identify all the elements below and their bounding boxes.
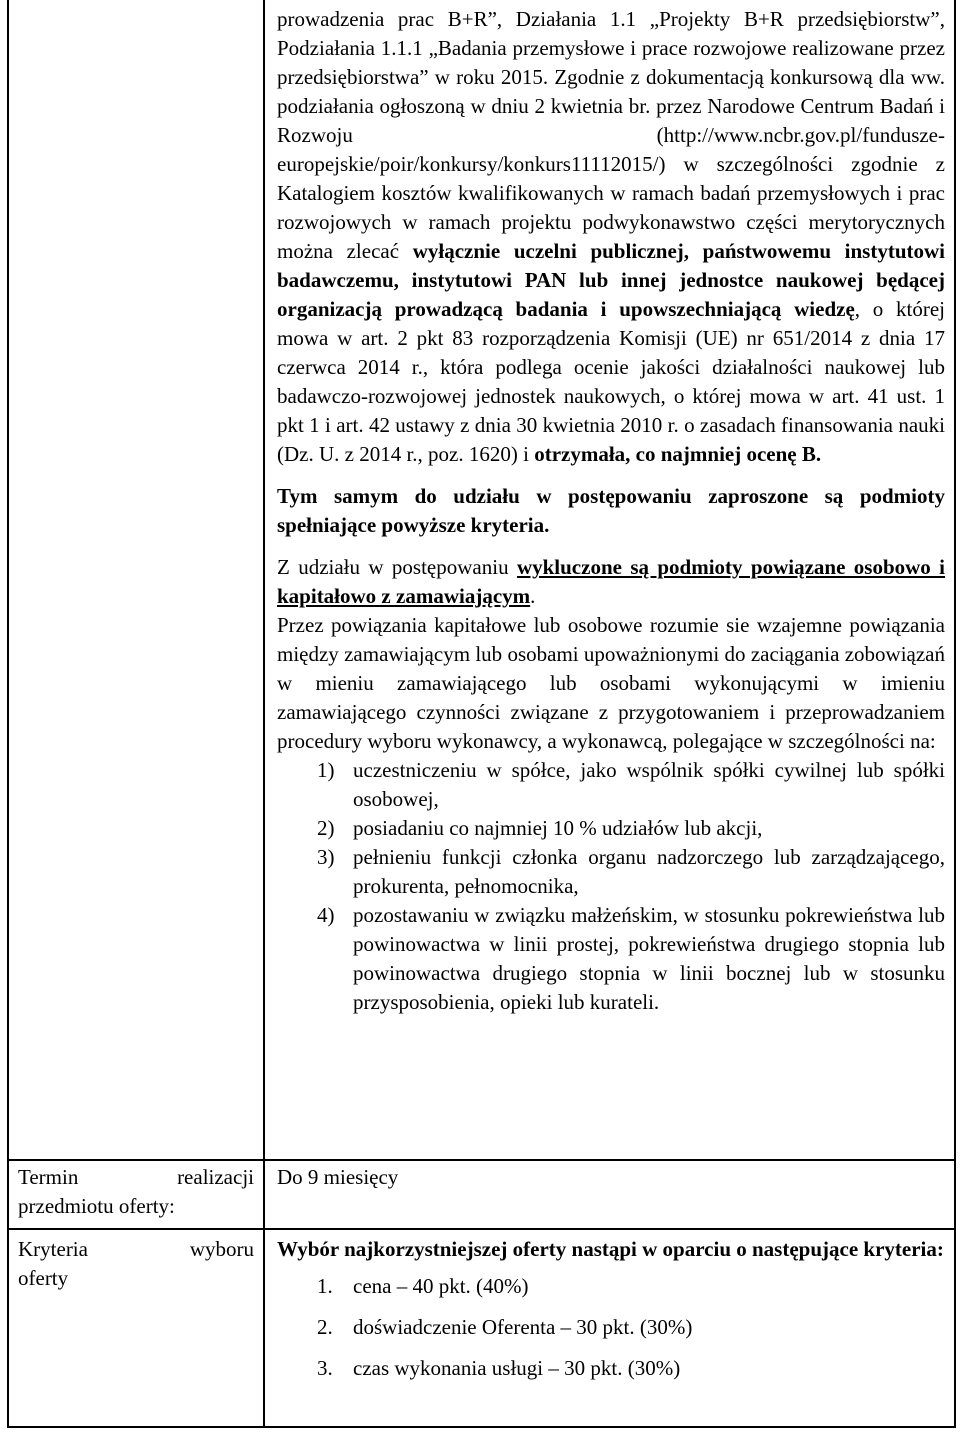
row-divider-termin bbox=[7, 1159, 956, 1161]
termin-label-line1 bbox=[18, 1163, 254, 1192]
exclusion-text-a: Z udziału w postępowaniu bbox=[277, 555, 517, 579]
list-item bbox=[317, 756, 945, 814]
admitted-entities-statement: Tym samym do udziału w postępowaniu zaproszone są podmioty spełniające powyższe kryteria. bbox=[277, 484, 945, 537]
list-item-text: pozostawaniu w związku małżeńskim, w stosunku pokrewieństwa lub powinowactwa w linii prostej, pokrewieństwa drugiego stopnia lub powinowactwa drugiego stopnia w linii bocznej lub w stosunku przysposobienia, opieki lub kurateli. bbox=[353, 903, 945, 1014]
criteria-item bbox=[317, 1272, 945, 1301]
criteria-item bbox=[317, 1313, 945, 1342]
criteria-item bbox=[317, 1354, 945, 1383]
termin-label-word1: Termin bbox=[18, 1165, 79, 1189]
table-right-border bbox=[954, 0, 956, 1428]
termin-label-word2: realizacji bbox=[177, 1165, 254, 1189]
kryteria-label-word1: Kryteria bbox=[18, 1237, 88, 1261]
criteria-item-number: 1. bbox=[317, 1274, 333, 1298]
exclusion-statement bbox=[277, 553, 945, 611]
minimum-grade-bold: otrzymała, co najmniej ocenę B. bbox=[534, 442, 822, 466]
eligible-entities-bold: wyłącznie uczelni publicznej, państwowemu instytutowi badawczemu, instytutowi PAN lub innej jednostce naukowej będącej organizacją prowadzącą badania i upowszechniającą wiedzę bbox=[277, 239, 946, 321]
kryteria-label-word2: wyboru bbox=[189, 1237, 254, 1261]
table-bottom-border bbox=[7, 1426, 956, 1428]
termin-value-cell bbox=[277, 1163, 945, 1192]
termin-value: Do 9 miesięcy bbox=[277, 1165, 399, 1189]
list-item-number: 4) bbox=[317, 903, 335, 927]
exclusion-text-b: . bbox=[530, 584, 536, 608]
kryteria-intro: Wybór najkorzystniejszej oferty nastąpi w oparciu o następujące kryteria: bbox=[277, 1237, 944, 1261]
excluded-entities-underlined: wykluczone są podmioty powiązane osobowo i kapitałowo z zamawiającym bbox=[277, 555, 946, 608]
list-item-number: 2) bbox=[317, 816, 335, 840]
criteria-item-text: cena – 40 pkt. (40%) bbox=[353, 1274, 529, 1298]
list-item bbox=[317, 901, 945, 1017]
table-column-divider bbox=[263, 0, 265, 1428]
requirements-table bbox=[7, 0, 956, 1428]
list-item-text: uczestniczeniu w spółce, jako wspólnik spółki cywilnej lub spółki osobowej, bbox=[353, 758, 945, 811]
kryteria-label-line2: oferty bbox=[18, 1266, 69, 1290]
kryteria-label-line1 bbox=[18, 1235, 254, 1264]
list-item bbox=[317, 843, 945, 901]
eligibility-paragraph bbox=[277, 5, 945, 469]
criteria-list bbox=[317, 1272, 945, 1383]
list-item bbox=[317, 814, 945, 843]
table-left-border bbox=[7, 0, 9, 1428]
criteria-item-number: 2. bbox=[317, 1315, 333, 1339]
list-item-text: pełnieniu funkcji członka organu nadzorczego lub zarządzającego, prokurenta, pełnomocnika, bbox=[353, 845, 945, 898]
requirements-cell bbox=[277, 5, 945, 1017]
termin-label-cell bbox=[18, 1163, 254, 1221]
list-item-text: posiadaniu co najmniej 10 % udziałów lub akcji, bbox=[353, 816, 763, 840]
criteria-item-text: doświadczenie Oferenta – 30 pkt. (30%) bbox=[353, 1315, 693, 1339]
criteria-item-text: czas wykonania usługi – 30 pkt. (30%) bbox=[353, 1356, 681, 1380]
relations-definition: Przez powiązania kapitałowe lub osobowe rozumie sie wzajemne powiązania między zamawiającym lub osobami upoważnionymi do zaciągania zobowiązań w mieniu zamawiającego lub osobami wykonującymi w imieniu zamawiającego czynności związane z przygotowaniem i przeprowadzaniem procedury wyboru wykonawcy, a wykonawcą, polegające w szczególności na: bbox=[277, 613, 945, 753]
list-item-number: 3) bbox=[317, 845, 335, 869]
kryteria-label-cell bbox=[18, 1235, 254, 1293]
kryteria-value-cell bbox=[277, 1235, 945, 1383]
eligibility-text-a: prowadzenia prac B+R”, Działania 1.1 „Projekty B+R przedsiębiorstw”, Podziałania 1.1.1 „Badania przemysłowe i prace rozwojowe realizowane przez przedsiębiorstwa” w roku 2015. Zgodnie z dokumentacją konkursową dla ww. podziałania ogłoszoną w dniu 2 kwietnia br. przez Narodowe Centrum Badań i Rozwoju (http://www.ncbr.gov.pl/fundusze-europejskie/poir/konkursy/konkurs11112015/) w szczególności zgodnie z Katalogiem kosztów kwalifikowanych w ramach badań przemysłowych i prac rozwojowych w ramach projektu podwykonawstwo części merytorycznych można zlecać bbox=[277, 7, 945, 263]
relations-list bbox=[317, 756, 945, 1017]
criteria-item-number: 3. bbox=[317, 1356, 333, 1380]
row-divider-kryteria bbox=[7, 1228, 956, 1230]
eligibility-text-b: , o której mowa w art. 2 pkt 83 rozporządzenia Komisji (UE) nr 651/2014 z dnia 17 czerwca 2014 r., która podlega ocenie jakości działalności naukowej lub badawczo-rozwojowej jednostek naukowych, o której mowa w art. 41 ust. 1 pkt 1 i art. 42 ustawy z dnia 30 kwietnia 2010 r. o zasadach finansowania nauki (Dz. U. z 2014 r., poz. 1620) i bbox=[277, 297, 946, 466]
termin-label-line2: przedmiotu oferty: bbox=[18, 1194, 175, 1218]
list-item-number: 1) bbox=[317, 758, 335, 782]
